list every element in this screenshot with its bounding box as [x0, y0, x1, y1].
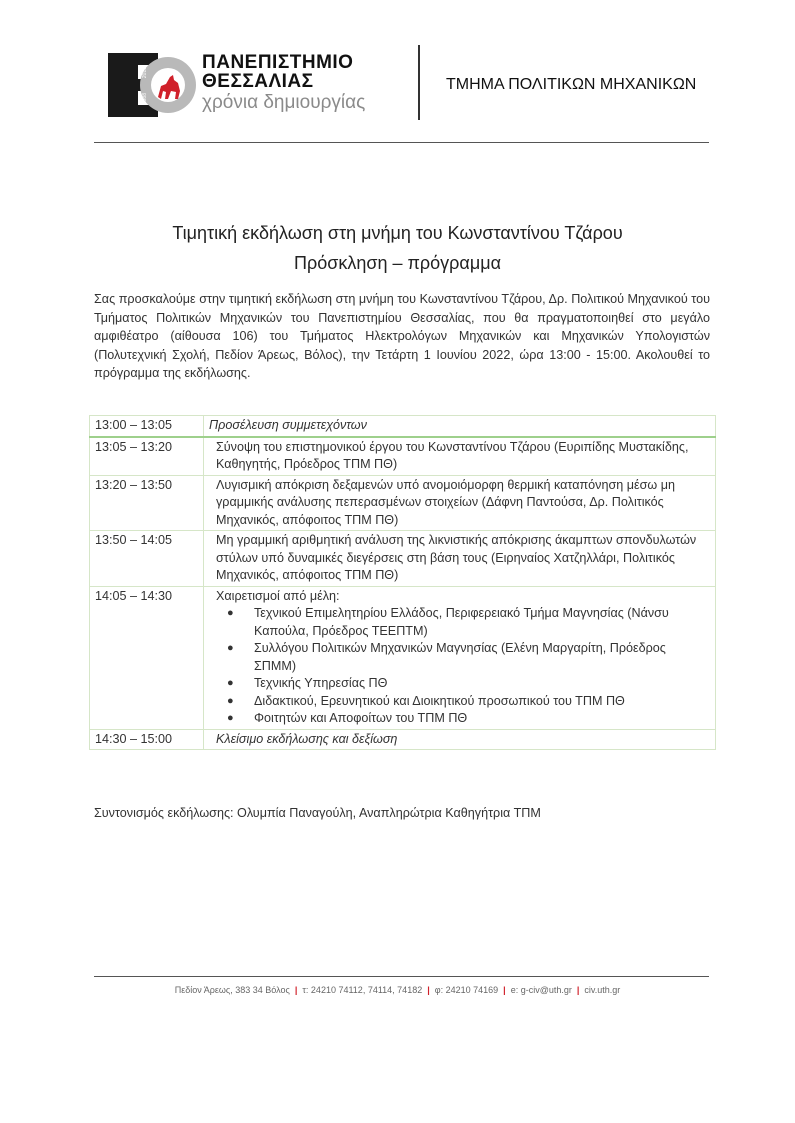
- logo-line-university: ΠΑΝΕΠΙΣΤΗΜΙΟ: [202, 52, 354, 73]
- header-rule: [94, 142, 709, 143]
- program-row: [90, 531, 716, 587]
- program-table: [89, 415, 716, 750]
- program-row: [90, 729, 716, 750]
- footer-rule: [94, 976, 709, 977]
- event-coordination: Συντονισμός εκδήλωσης: Ολυμπία Παναγούλη, Αναπληρώτρια Καθηγήτρια ΤΠΜ: [94, 806, 541, 820]
- footer-phone: τ: 24210 74112, 74114, 74182: [302, 985, 423, 995]
- logo-wordmark: [202, 53, 365, 114]
- program-row: [90, 437, 716, 476]
- logo-line-tagline: χρόνια δημιουργίας: [202, 92, 366, 113]
- bullet-icon: ●: [227, 712, 234, 724]
- logo-years-top: 2018: [142, 67, 148, 79]
- university-emblem-icon: [108, 53, 198, 117]
- program-item: Κλείσιμο εκδήλωσης και δεξίωση: [204, 729, 716, 750]
- program-time: 13:20 – 13:50: [90, 475, 204, 531]
- footer-website[interactable]: civ.uth.gr: [584, 985, 621, 995]
- program-row: [90, 586, 716, 729]
- separator-icon: |: [294, 985, 298, 995]
- program-row: [90, 416, 716, 437]
- footer-email[interactable]: e: g-civ@uth.gr: [510, 985, 572, 995]
- bullet-icon: ●: [227, 677, 234, 689]
- logo-years-bottom: 1988: [142, 93, 148, 105]
- list-item: ● Συλλόγου Πολιτικών Μηχανικών Μαγνησίας (Ελένη Μαργαρίτη, Πρόεδρος ΣΠΜΜ): [227, 641, 666, 673]
- list-item: ● Τεχνικού Επιμελητηρίου Ελλάδος, Περιφερειακό Τμήμα Μαγνησίας (Νάνσυ Καπούλα, Πρόεδρος ΤΕΕΠΤΜ): [227, 606, 669, 638]
- list-item: ● Τεχνικής Υπηρεσίας ΠΘ: [254, 675, 711, 693]
- list-item: ● Διδακτικού, Ερευνητικού και Διοικητικού προσωπικού του ΤΠΜ ΠΘ: [254, 693, 711, 711]
- logo-line-thessaly: ΘΕΣΣΑΛΙΑΣ: [202, 71, 314, 92]
- greetings-list: [216, 605, 711, 728]
- program-item: Μη γραμμική αριθμητική ανάλυση της λικνιστικής απόκρισης άκαμπτων σπονδυλωτών στύλων υπό δυναμικές διεγέρσεις στη βάση τους (Ειρηναίος Χατζηλλάρι, Πολιτικός Μηχανικός, απόφοιτος ΤΠΜ ΠΘ): [204, 531, 716, 587]
- event-title: Τιμητική εκδήλωση στη μνήμη του Κωνσταντίνου Τζάρου: [172, 223, 623, 243]
- footer-address: Πεδίον Άρεως, 383 34 Βόλος: [174, 985, 290, 995]
- list-item: ● Φοιτητών και Αποφοίτων του ΤΠΜ ΠΘ: [254, 710, 711, 728]
- footer-fax: φ: 24210 74169: [434, 985, 499, 995]
- program-time: 13:00 – 13:05: [90, 416, 204, 437]
- invitation-paragraph: Σας προσκαλούμε στην τιμητική εκδήλωση στη μνήμη του Κωνσταντίνου Τζάρου, Δρ. Πολιτικού Μηχανικού του Τμήματος Πολιτικών Μηχανικών του Πανεπιστημίου Θεσσαλίας, που θα πραγματοποιηθεί στο μεγάλο αμφιθέατρο (αίθουσα 106) του Τμήματος Ηλεκτρολόγων Μηχανικών και Μηχανικών Υπολογιστών (Πολυτεχνική Σχολή, Πεδίον Άρεως, Βόλος), την Τετάρτη 1 Ιουνίου 2022, ώρα 13:00 - 15:00. Ακολουθεί το πρόγραμμα της εκδήλωσης.: [94, 292, 710, 380]
- separator-icon: |: [427, 985, 430, 995]
- bullet-icon: ●: [227, 642, 234, 654]
- separator-icon: |: [503, 985, 506, 995]
- program-row: [90, 475, 716, 531]
- footer-contact: [0, 985, 795, 995]
- separator-icon: |: [576, 985, 580, 995]
- program-time: 14:05 – 14:30: [90, 586, 204, 729]
- program-item: Προσέλευση συμμετεχόντων: [204, 416, 716, 437]
- program-time: 13:05 – 13:20: [90, 437, 204, 476]
- program-item-greetings: [204, 586, 716, 729]
- program-item: Λυγισμική απόκριση δεξαμενών υπό ανομοιόμορφη θερμική καταπόνηση μέσω μη γραμμικής ανάλυσης πεπερασμένων στοιχείων (Δάφνη Παντούσα, Δρ. Πολιτικός Μηχανικός, απόφοιτος ΤΠΜ ΠΘ): [204, 475, 716, 531]
- bullet-icon: ●: [227, 694, 234, 707]
- program-time: 13:50 – 14:05: [90, 531, 204, 587]
- department-name: ΤΜΗΜΑ ΠΟΛΙΤΙΚΩΝ ΜΗΧΑΝΙΚΩΝ: [446, 76, 697, 93]
- university-logo: [108, 53, 398, 117]
- bullet-icon: ●: [227, 607, 234, 619]
- event-subtitle: Πρόσκληση – πρόγραμμα: [294, 253, 501, 273]
- program-time: 14:30 – 15:00: [90, 729, 204, 750]
- program-item: Σύνοψη του επιστημονικού έργου του Κωνσταντίνου Τζάρου (Ευριπίδης Μυστακίδης, Καθηγητής, Πρόεδρος ΤΠΜ ΠΘ): [204, 437, 716, 476]
- header-vertical-divider: [418, 45, 420, 120]
- greetings-heading: Χαιρετισμοί από μέλη:: [216, 588, 340, 603]
